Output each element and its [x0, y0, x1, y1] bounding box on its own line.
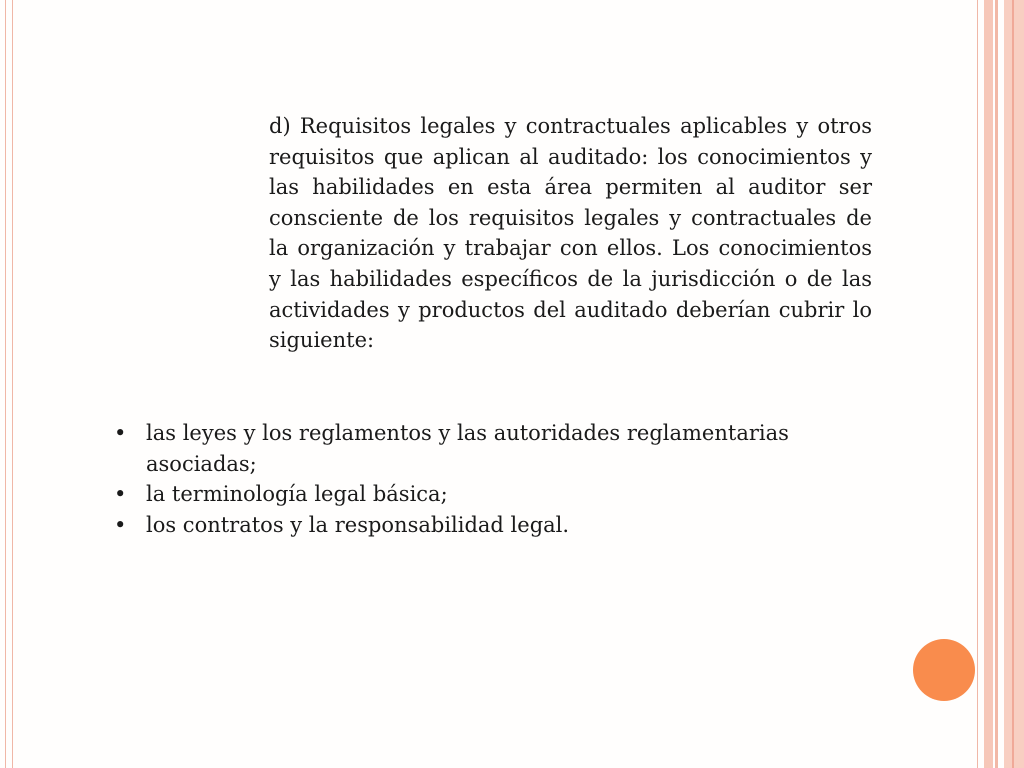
right-border-line	[995, 0, 998, 768]
body-paragraph: d) Requisitos legales y contractuales aplicables y otros requisitos que aplican al auditado: los conocimientos y las habilidades en esta área permiten al auditor ser consciente de los requisitos legales y contractuales de la organización y trabajar con ellos. Los conocimientos y las habilidades específicos de la jurisdicción o de las actividades y productos del auditado deberían cubrir lo siguiente:	[269, 114, 872, 353]
list-item-text: los contratos y la responsabilidad legal.	[146, 512, 570, 537]
list-item	[112, 510, 872, 541]
list-item	[112, 479, 872, 510]
bullet-list	[112, 418, 872, 540]
list-item-text: las leyes y los reglamentos y las autoridades reglamentarias asociadas;	[146, 421, 789, 476]
right-border-line	[1012, 0, 1014, 768]
bullet-marker: •	[114, 421, 127, 445]
list-item-text: la terminología legal básica;	[146, 482, 448, 507]
list-item	[112, 418, 872, 479]
left-border-decoration	[5, 0, 13, 768]
right-border-band	[1004, 0, 1024, 768]
bullet-marker: •	[114, 512, 127, 537]
bullet-marker: •	[114, 482, 127, 507]
right-border-band	[984, 0, 993, 768]
decorative-circle	[913, 639, 975, 701]
right-border-line	[977, 0, 978, 768]
